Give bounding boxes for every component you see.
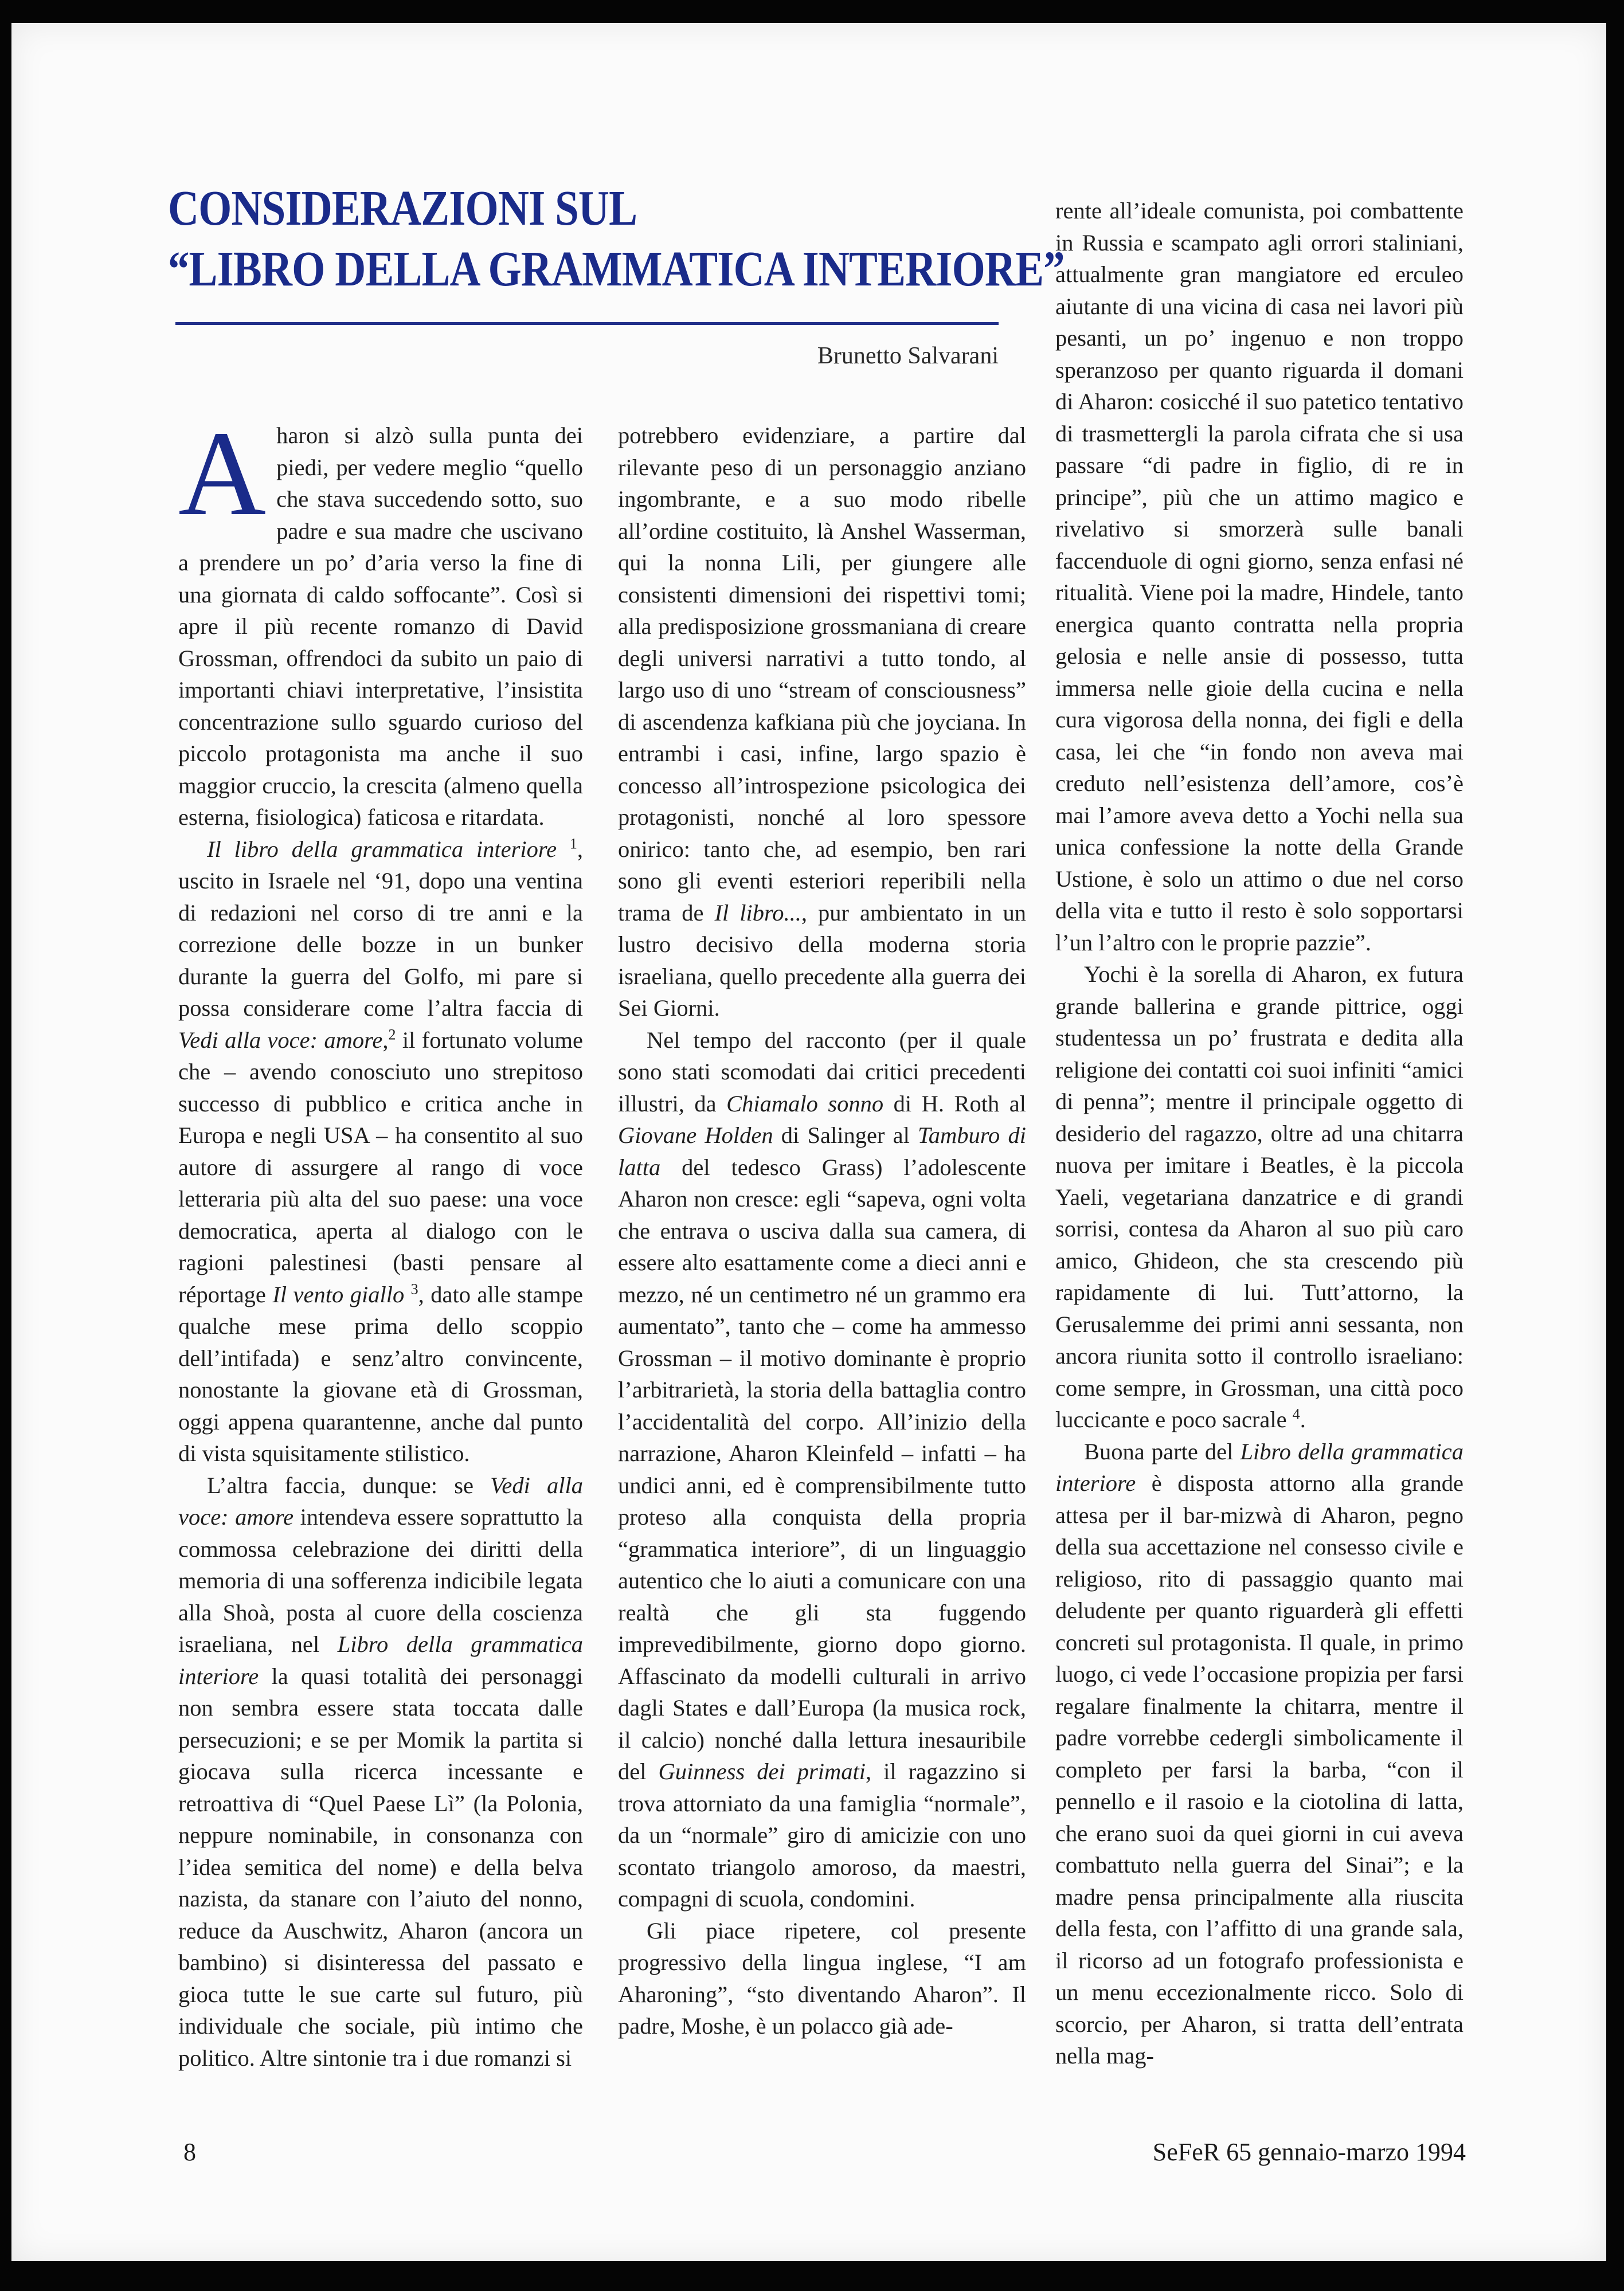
paragraph-text: di Salinger al [781, 1122, 910, 1148]
footnote-ref: 2 [388, 1026, 396, 1043]
footnote-ref: 1 [569, 835, 577, 852]
book-title: Il libro... [714, 899, 801, 926]
paragraph-text: Yochi è la sorella di Aharon, ex futura grande ballerina e grande pittrice, oggi studentessa un po’ frustrata e dedita alla religione dei contatti coi suoi infiniti “amici di penna”; mentre il principale oggetto di desiderio del ragazzo, oltre ad una chitarra nuova per imitare i Beatles, è la piccola Yaeli, vegetariana danzatrice e di grandi sorrisi, contesa da Aharon al suo più caro amico, Ghideon, che sta crescendo più rapidamente di lui. Tutt’attorno, la Gerusalemme dei primi anni sessanta, non ancora riunita sotto il controllo israeliano: come sempre, in Grossman, una città poco luccicante e poco sacrale [1055, 961, 1463, 1432]
title-line-2: “LIBRO DELLA GRAMMATICA INTERIORE” [168, 241, 1065, 296]
paragraph-text: , uscito in Israele nel ‘91, dopo una ventina di redazioni nel corso di tre anni e la correzione delle bozze in un bunker durante la guerra del Golfo, mi pare si possa considerare come l’altra faccia di [178, 836, 584, 1021]
drop-cap: A [178, 406, 267, 541]
paragraph [1055, 958, 1463, 1436]
book-title: Libro della grammatica interiore [1055, 1438, 1463, 1496]
book-title: Giovane Holden [618, 1122, 773, 1148]
book-title: Vedi alla voce: amore [178, 1027, 383, 1053]
page-number: 8 [183, 2138, 196, 2166]
paragraph [618, 420, 1026, 1024]
paragraph [618, 1915, 1026, 2042]
article-title [168, 178, 1065, 299]
paragraph-text: Gli piace ripetere, col presente progressivo della lingua inglese, “I am Aharoning”, “sto diventando Aharon”. Il padre, Moshe, è un polacco già ade- [618, 1917, 1026, 2039]
paragraph-text: potrebbero evidenziare, a partire dal rilevante peso di un personaggio anziano ingombrante, e a suo modo ribelle all’ordine costituito, là Anshel Wasserman, qui la nonna Lili, per giungere alle consistenti dimensioni dei rispettivi tomi; alla predisposizione grossmaniana di creare degli universi narrativi a tutto tondo, al largo uso di uno “stream of consciousness” di ascendenza kafkiana più che joyciana. In entrambi i casi, infine, largo spazio è concesso all’introspezione psicologica dei protagonisti, nonché al loro spessore onirico: tanto che, ad esempio, ben rari sono gli eventi esteriori reperibili nella trama de [618, 422, 1026, 926]
paragraph: Il libro della grammatica interiore $^1$, uscito in Israele nel ‘91, dopo una ventina di redazioni nel corso di tre anni e la correzione delle bozze in un bunker durante la guerra del Golfo, mi pare si possa considerare come l’altra faccia di Vedi alla voce: amore,$^2$ il fortunato volume che – avendo conosciuto uno strepitoso successo di pubblico e critica anche in Europa e negli USA – ha consentito al suo autore di assurgere al rango di voce letteraria più alta del suo paese: una voce democratica, aperta al dialogo con le ragioni palestinesi (basti pensare al réportage Il vento giallo $^3$, dato alle stampe qualche mese prima dello scoppio dell’intifada) e senz’altro convincente, nonostante la giovane età di Grossman, oggi appena quarantenne, anche dal punto di vista squisitamente stilistico. [178, 835, 584, 1466]
paragraph [178, 406, 583, 833]
paragraph-text: Buona parte del [1084, 1438, 1234, 1464]
footnote-ref: 3 [410, 1280, 418, 1297]
paragraph-text: di H. Roth al [893, 1090, 1026, 1117]
paragraph [1055, 195, 1463, 958]
book-title: Chiamalo sonno [726, 1090, 884, 1117]
paragraph-text: , pur ambientato in un lustro decisivo della moderna storia israeliana, quello precedente alla guerra dei Sei Giorni. [618, 899, 1026, 1021]
paragraph-text: Nel tempo del racconto (per il quale sono stati scomodati dai critici precedenti illustri, da [618, 1027, 1026, 1117]
book-title: Guinness dei primati [658, 1759, 866, 1784]
text-column-3 [1055, 195, 1463, 2072]
book-title: Tamburo di latta [618, 1122, 1026, 1180]
issue-reference: SeFeR 65 gennaio-marzo 1994 [1152, 2138, 1466, 2166]
paragraph-text: intendeva essere soprattutto la commossa celebrazione dei diritti della memoria di una sofferenza indicibile legata alla Shoà, posta al cuore della coscienza israeliana, nel [178, 1504, 583, 1657]
book-title: Vedi alla voce: amore [178, 1472, 584, 1530]
paragraph-text: , il ragazzino si trova attorniato da una famiglia “normale”, da un “normale” giro di amicizie con uno scontato triangolo amoroso, da maestri, compagni di scuola, condomini. [618, 1759, 1026, 1912]
book-title: Il libro della grammatica interiore [207, 836, 557, 862]
paragraph [618, 1024, 1026, 1915]
title-line-1: CONSIDERAZIONI SUL [168, 180, 637, 236]
author-name: Brunetto Salvarani [817, 343, 999, 369]
paragraph-text: L’altra faccia, dunque: se [207, 1472, 473, 1498]
paragraph [1055, 1436, 1463, 2072]
paragraph-text: il fortunato volume che – avendo conosciuto uno strepitoso successo di pubblico e critica anche in Europa e negli USA – ha consentito al suo autore di assurgere al rango di voce letteraria più alta del suo paese: una voce democratica, aperta al dialogo con le ragioni palestinesi (basti pensare al réportage [178, 1027, 583, 1307]
book-title: Libro della grammatica interiore [178, 1631, 584, 1689]
paragraph-text: . [1300, 1407, 1306, 1432]
paragraph-text: è disposta attorno alla grande attesa per il bar-mizwà di Aharon, pegno della sua accettazione nel consesso civile e religioso, rito di passaggio quanto mai deludente per quanto riguarderà gli effetti concreti sul protagonista. Il quale, in primo luogo, ci vede l’occasione propizia per farsi regalare finalmente la chitarra, mentre il padre vorrebbe cedergli simbolicamente il completo per farsi la barba, “con il pennello e il rasoio e la ciotolina di latta, che erano suoi da quei giorni in cui aveva combattuto nella guerra del Sinai”; e la madre pensa principalmente alla riuscita della festa, con l’affitto di una grande sala, il ricorso ad un fotografo professionista e un menu eccezionalmente ricco. Solo di scorcio, per Aharon, si tratta dell’entrata nella mag- [1055, 1470, 1464, 2069]
footnote-ref: 4 [1292, 1405, 1300, 1423]
paragraph-text: rente all’ideale comunista, poi combattente in Russia e scampato agli orrori staliniani, attualmente gran mangiatore ed erculeo aiutante di una vicina di casa nei lavori più pesanti, un po’ ingenuo e non troppo speranzoso per quanto riguarda il domani di Aharon: cosicché il suo patetico tentativo di trasmettergli la parola cifrata che si usa passare “di padre in figlio, di re in principe”, più che un attimo magico e rivelativo si smorzerà sulle banali faccenduole di ogni giorno, senza enfasi né ritualità. Viene poi la madre, Hindele, tanto energica quanto contratta nella propria gelosia e nelle ansie di possesso, tutta immersa nelle gioie della cucina e nella cura vigorosa della nonna, dei figli e della casa, lei che “in fondo non aveva mai creduto nell’esistenza dell’amore, cos’è mai l’amore aveva detto a Yochi nella sua unica confessione la notte della Grande Ustione, è solo un attimo o due nel corso della vita e tutto il resto è solo sopportarsi l’un l’altro con le proprie pazzie”. [1055, 198, 1463, 955]
paragraph-text: la quasi totalità dei personaggi non sembra essere stata toccata dalle persecuzioni; e se per Momik la partita si giocava sulla ricerca incessante e retroattiva di “Quel Paese Lì” (la Polonia, neppure nominabile, in consonanza con l’idea semitica del nome) e della belva nazista, da stanare con l’aiuto del nonno, reduce da Auschwitz, Aharon (ancora un bambino) si disinteressa del passato e gioca tutte le sue carte sul futuro, più individuale che sociale, più intimo che politico. Altre sintonie tra i due romanzi si [178, 1663, 583, 2071]
text-column-1 [178, 406, 584, 2074]
paragraph-text: del tedesco Grass) l’adolescente Aharon non cresce: egli “sapeva, ogni volta che entrava o usciva dalla sua camera, di essere alto esattamente come a dieci anni e mezzo, né un centimetro né un grammo era aumentato”, tanto che – come ha ammesso Grossman – il motivo dominante è proprio l’arbitrarietà, la storia della battaglia contro l’accidentalità del corpo. All’inizio della narrazione, Aharon Kleinfeld – infatti – ha undici anni, ed è comprensibilmente tutto proteso alla conquista della propria “grammatica interiore”, di un linguaggio autentico che lo aiuti a comunicare con una realtà che gli sta fuggendo imprevedibilmente, giorno dopo giorno. Affascinato da modelli culturali in arrivo dagli States e dall’Europa (la musica rock, il calcio) nonché dalla lettura inesauribile del [618, 1154, 1027, 1784]
text-column-2 [618, 420, 1026, 2042]
paragraph [178, 1470, 583, 2074]
paragraph-text: haron si alzò sulla punta dei piedi, per vedere meglio “quello che stava succedendo sotto, suo padre e sua madre che uscivano a prendere un po’ d’aria verso la fine di una giornata di caldo soffocante”. Così si apre il più recente romanzo di David Grossman, offrendoci da subito un paio di importanti chiavi interpretative, l’insistita concentrazione sullo sguardo curioso del piccolo protagonista ma anche il suo maggior cruccio, la crescita (almeno quella esterna, fisiologica) faticosa e ritardata. [178, 422, 583, 830]
book-title: Il vento giallo [272, 1281, 405, 1307]
title-divider [175, 322, 999, 325]
paragraph-text: , dato alle stampe qualche mese prima dello scoppio dell’intifada) e senz’altro convincente, nonostante la giovane età di Grossman, oggi appena quarantenne, anche dal punto di vista squisitamente stilistico. [178, 1281, 584, 1466]
magazine-page [11, 23, 1606, 2261]
